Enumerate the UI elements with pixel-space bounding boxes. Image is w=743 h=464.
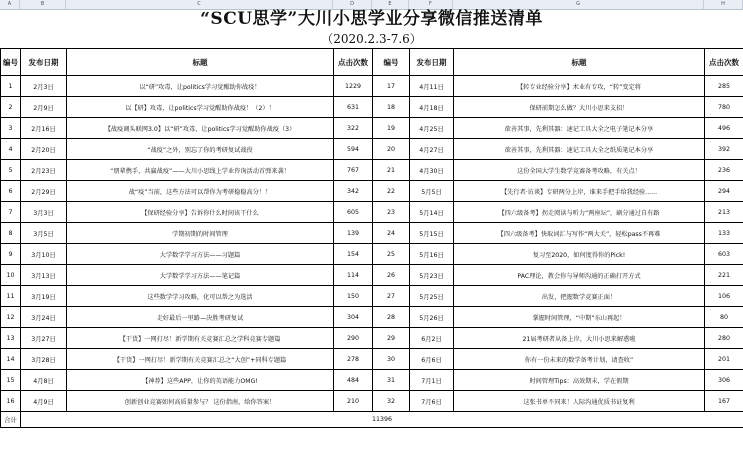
cell-date[interactable]: 5月23日 [410,265,454,286]
cell-clicks[interactable]: 496 [705,118,743,139]
table-row [1,307,743,328]
cell-clicks[interactable]: 278 [334,349,373,370]
cell-title[interactable]: 走好最后一里路—决胜考研复试 [67,307,334,328]
cell-title[interactable]: 【先行者·访谈】专研两分上岸，谁来手把手给我经验...... [454,181,705,202]
cell-title[interactable]: PAC理论，教会你与导师沟通的正确打开方式 [454,265,705,286]
cell-date[interactable]: 4月8日 [21,370,67,391]
cell-clicks[interactable]: 767 [334,160,373,181]
cell-no[interactable]: 27 [373,286,410,307]
cell-title[interactable]: 21届考研者从备上岸，大川小思来解惑啦 [454,328,705,349]
header-title[interactable]: 标题 [454,49,705,76]
cell-date[interactable]: 4月27日 [410,139,454,160]
cell-title[interactable]: 出发，把握数学竞赛正面！ [454,286,705,307]
cell-title[interactable]: 【保研经验分享】告诉你什么时间该干什么 [67,202,334,223]
column-header[interactable]: F [409,0,453,9]
cell-no[interactable]: 3 [1,118,21,139]
cell-title[interactable]: 欲善其事，先利其器：速记工具大全之电子笔记本分享 [454,118,705,139]
header-no[interactable]: 编号 [1,49,21,76]
table-row [1,265,743,286]
column-header[interactable]: H [704,0,743,9]
table-row [1,286,743,307]
cell-clicks[interactable]: 167 [705,391,743,412]
cell-date[interactable]: 5月26日 [410,307,454,328]
cell-date[interactable]: 3月27日 [21,328,67,349]
cell-title[interactable]: 掌握时间管理，“中期”东山再起！ [454,307,705,328]
cell-no[interactable]: 12 [1,307,21,328]
cell-clicks[interactable]: 603 [705,244,743,265]
cell-title[interactable]: 你有一份未来的数学备考计划，请查收” [454,349,705,370]
cell-no[interactable]: 20 [373,139,410,160]
cell-clicks[interactable]: 484 [334,370,373,391]
cell-title[interactable]: 这张书单不同来！人际沟通优质书证复利 [454,391,705,412]
cell-date[interactable]: 3月13日 [21,265,67,286]
cell-no[interactable]: 18 [373,97,410,118]
push-list-table [0,48,743,428]
cell-title[interactable]: 【干货】一网打尽！新学期有关竞赛汇总之“大创”+同科专题篇 [67,349,334,370]
cell-no[interactable]: 1 [1,76,21,97]
total-row [1,412,743,428]
cell-clicks[interactable]: 280 [705,328,743,349]
cell-no[interactable]: 21 [373,160,410,181]
header-no[interactable]: 编号 [373,49,410,76]
cell-date[interactable]: 6月6日 [410,349,454,370]
cell-title[interactable]: 【四六级备考】拐走阅读与听力“两座坛”，刷分通过自有路 [454,202,705,223]
table-row [1,139,743,160]
cell-title[interactable]: 以“研”攻毒，让politics学习觉醒助你战疫！ [67,76,334,97]
cell-date[interactable]: 4月30日 [410,160,454,181]
cell-clicks[interactable]: 213 [705,202,743,223]
cell-title[interactable]: 战“疫”当前，这些方法可以帮你为考研稳稳高分！！ [67,181,334,202]
column-header[interactable]: D [333,0,372,9]
column-header[interactable]: C [66,0,333,9]
cell-no[interactable]: 10 [1,265,21,286]
table-row [1,202,743,223]
cell-title[interactable]: 【转专业经验分享】术业有专攻，“转”变定将 [454,76,705,97]
header-clicks[interactable]: 点击次数 [334,49,373,76]
cell-title[interactable]: 【四六级备考】快取词汇与写作“两大关”，轻松pass不再难 [454,223,705,244]
cell-clicks[interactable]: 106 [705,286,743,307]
cell-clicks[interactable]: 285 [705,76,743,97]
cell-title[interactable]: 这些数学学习攻略，化可以帮之为选活 [67,286,334,307]
cell-date[interactable]: 7月6日 [410,391,454,412]
cell-date[interactable]: 2月3日 [21,76,67,97]
cell-date[interactable]: 3月19日 [21,286,67,307]
cell-clicks[interactable]: 294 [705,181,743,202]
cell-clicks[interactable]: 306 [705,370,743,391]
table-row [1,97,743,118]
cell-date[interactable]: 3月5日 [21,223,67,244]
cell-no[interactable]: 31 [373,370,410,391]
column-header[interactable]: B [20,0,66,9]
cell-clicks[interactable]: 210 [334,391,373,412]
cell-clicks[interactable]: 304 [334,307,373,328]
cell-title[interactable]: 【神荐】这些APP，让你的英语能力OMG! [67,370,334,391]
cell-title[interactable]: 【干货】一网打尽！新学期有关竞赛汇总之学科竞赛专题篇 [67,328,334,349]
cell-clicks[interactable]: 290 [334,328,373,349]
cell-title[interactable]: 以【研】攻毒，让politics学习觉醒助你战疫！（2）！ [67,97,334,118]
header-row [1,49,743,76]
column-header[interactable]: E [372,0,409,9]
cell-date[interactable]: 2月16日 [21,118,67,139]
sheet-subtitle[interactable]: （2020.2.3-7.6） [321,32,422,46]
cell-date[interactable]: 5月25日 [410,286,454,307]
cell-clicks[interactable]: 114 [334,265,373,286]
cell-date[interactable]: 3月24日 [21,307,67,328]
cell-no[interactable]: 25 [373,244,410,265]
cell-clicks[interactable]: 605 [334,202,373,223]
cell-date[interactable]: 5月14日 [410,202,454,223]
cell-date[interactable]: 5月16日 [410,244,454,265]
cell-clicks[interactable]: 150 [334,286,373,307]
cell-title[interactable]: 【战疫调头联网3.0】以“研”攻毒，让politics学习觉醒助你战疫（3） [67,118,334,139]
cell-clicks[interactable]: 133 [705,223,743,244]
cell-title[interactable]: “战疫”之外，别忘了你的考研复试战役 [67,139,334,160]
cell-clicks[interactable]: 139 [334,223,373,244]
cell-date[interactable]: 5月15日 [410,223,454,244]
cell-title[interactable]: 复习至2020，如何度得你的Pick! [454,244,705,265]
cell-no[interactable]: 32 [373,391,410,412]
cell-clicks[interactable]: 631 [334,97,373,118]
cell-title[interactable]: 欲善其事，先利其器：速记工具大全之纸质笔记本分享 [454,139,705,160]
cell-clicks[interactable]: 236 [705,160,743,181]
table-row [1,328,743,349]
cell-title[interactable]: 创新创业竞赛如何高质量参与？ 这份指南，给你答案！ [67,391,334,412]
cell-title[interactable]: 这份全国大学生数学竞赛备考攻略，有关点！ [454,160,705,181]
header-date[interactable]: 发布日期 [21,49,67,76]
table-row [1,118,743,139]
cell-title[interactable]: 保研前期怎么做？大川小思来支招！ [454,97,705,118]
cell-no[interactable]: 28 [373,307,410,328]
total-label-cell[interactable]: 合计 [1,412,21,428]
cell-no[interactable]: 16 [1,391,21,412]
table-row [1,223,743,244]
cell-no[interactable]: 7 [1,202,21,223]
cell-no[interactable]: 2 [1,97,21,118]
table-row [1,76,743,97]
cell-title[interactable]: 大学数学学习方法——习题篇 [67,244,334,265]
cell-no[interactable]: 9 [1,244,21,265]
cell-no[interactable]: 4 [1,139,21,160]
cell-clicks[interactable]: 342 [334,181,373,202]
cell-no[interactable]: 17 [373,76,410,97]
cell-clicks[interactable]: 392 [705,139,743,160]
cell-no[interactable]: 22 [373,181,410,202]
cell-clicks[interactable]: 780 [705,97,743,118]
sheet-title[interactable]: “SCU思学”大川小思学业分享微信推送清单 [200,9,543,29]
cell-clicks[interactable]: 221 [705,265,743,286]
cell-date[interactable]: 6月2日 [410,328,454,349]
cell-date[interactable]: 7月1日 [410,370,454,391]
cell-no[interactable]: 6 [1,181,21,202]
cell-date[interactable]: 4月25日 [410,118,454,139]
cell-title[interactable]: 学期初期的时间管理 [67,223,334,244]
cell-no[interactable]: 26 [373,265,410,286]
cell-date[interactable]: 4月11日 [410,76,454,97]
header-clicks[interactable]: 点击次数 [705,49,743,76]
cell-clicks[interactable]: 322 [334,118,373,139]
cell-no[interactable]: 29 [373,328,410,349]
total-value-cell[interactable]: 11396 [21,412,743,428]
table-row [1,244,743,265]
cell-no[interactable]: 23 [373,202,410,223]
header-title[interactable]: 标题 [67,49,334,76]
cell-no[interactable]: 8 [1,223,21,244]
table-row [1,349,743,370]
column-header[interactable]: G [453,0,704,9]
table-row [1,181,743,202]
cell-clicks[interactable]: 1229 [334,76,373,97]
cell-no[interactable]: 19 [373,118,410,139]
cell-date[interactable]: 2月23日 [21,160,67,181]
cell-clicks[interactable]: 154 [334,244,373,265]
cell-date[interactable]: 5月5日 [410,181,454,202]
cell-no[interactable]: 24 [373,223,410,244]
cell-date[interactable]: 3月10日 [21,244,67,265]
cell-date[interactable]: 2月29日 [21,181,67,202]
cell-date[interactable]: 2月9日 [21,97,67,118]
cell-no[interactable]: 5 [1,160,21,181]
cell-date[interactable]: 3月28日 [21,349,67,370]
cell-clicks[interactable]: 201 [705,349,743,370]
cell-clicks[interactable]: 594 [334,139,373,160]
cell-date[interactable]: 3月3日 [21,202,67,223]
table-row [1,160,743,181]
cell-no[interactable]: 15 [1,370,21,391]
cell-date[interactable]: 2月20日 [21,139,67,160]
cell-date[interactable]: 4月18日 [410,97,454,118]
cell-title[interactable]: 大学数学学习方法——笔记篇 [67,265,334,286]
cell-no[interactable]: 13 [1,328,21,349]
table-row [1,370,743,391]
table-row [1,391,743,412]
cell-no[interactable]: 11 [1,286,21,307]
header-date[interactable]: 发布日期 [410,49,454,76]
cell-title[interactable]: 时间管理Tips：高效期末，学在假期 [454,370,705,391]
column-header[interactable]: A [0,0,20,9]
cell-date[interactable]: 4月9日 [21,391,67,412]
cell-clicks[interactable]: 80 [705,307,743,328]
cell-title[interactable]: “朋辈携手，共赢战疫”——大川小思线上学业咨询活动首弹来袭！ [67,160,334,181]
cell-no[interactable]: 30 [373,349,410,370]
cell-no[interactable]: 14 [1,349,21,370]
